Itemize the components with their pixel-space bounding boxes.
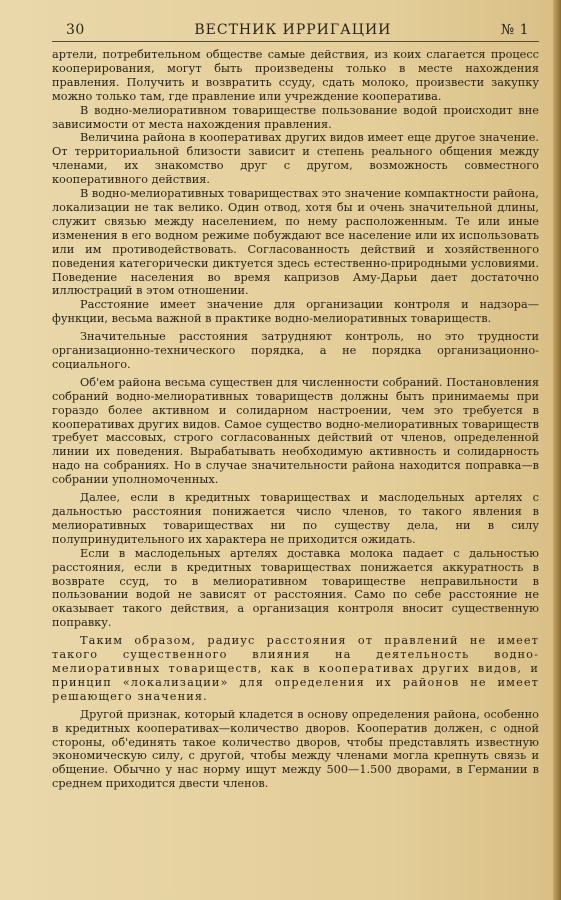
paragraph: Далее, если в кредитных товариществах и маслодельных артелях с дальностью расстояния понижается число членов, то такого явления в мелиоративных товариществах ни по существу дела, ни в силу полупринудительного их характера не приходится ожидать. [52,491,539,546]
paragraph: Величина района в кооперативах других видов имеет еще другое значение. От территориальной близости зависит и степень реального общения между членами, их знакомство друг с другом, возможность совместного кооперативного действия. [52,131,539,187]
paragraph: Расстояние имеет значение для организации контроля и надзора—функции, весьма важной в практике водно-мелиоративных товариществ. [52,298,539,326]
paragraph: артели, потребительном обществе самые действия, из коих слагается процесс кооперирования, могут быть произведены только в месте нахождения правления. Получить и возвратить ссуду, сдать молоко, произвести закупку можно только там, где правление или учреждение кооператива. [52,48,539,103]
paragraph: В водно-мелиоративных товариществах это значение компактности района, локализации не так велико. Один отвод, хотя бы и очень значительной длины, служит связью между населением, по нему расположенным. Те или иные изменения в его водном режиме побуждают все население или их использовать или им противодействовать. Согласованность действий и хозяйственного поведения категорически диктуется здесь естественно-природными условиями. Поведение населения во время капризов Аму-Дарьи дает достаточно иллюстраций в этом отношении. [52,187,539,298]
paragraph: Если в маслодельных артелях доставка молока падает с дальностью расстояния, если в кредитных товариществах понижается аккуратность в возврате ссуд, то в мелиоративном товариществе неправильности в пользовании водой не зависят от расстояния. Само по себе расстояние не оказывает такого действия, а организация контроля вносит существенную поправку. [52,546,539,630]
body-text [52,48,539,791]
page-edge-shadow [553,0,561,900]
paragraph: Другой признак, который кладется в основу определения района, особенно в кредитных кооперативах—количество дворов. Кооператив должен, с одной стороны, об'единять такое количество дворов, чтобы представлять известную экономическую силу, с другой, чтобы между членами могла крепнуть связь и общение. Обычно у нас норму ищут между 500—1.500 дворами, в Германии в среднем приходится двести членов. [52,707,539,791]
paragraph: Об'ем района весьма существен для численности собраний. Постановления собраний водно-мелиоративных товариществ должны быть принимаемы при гораздо более активном и солидарном настроении, чем это требуется в кооперативах других видов. Самое существо водно-мелиоративных товариществ требует массовых, строго согласованных действий от членов, определенной линии их поведения. Вырабатывать необходимую активность и солидарность надо на собраниях. Но в случае значительности района находится поправка—в собрании уполномоченных. [52,375,539,487]
paragraph-emphasized: Таким образом, радиус расстояния от правлений не имеет такого существенного влияния на деятельность водно-мелиоративных товариществ, как в кооперативах других видов, и принцип «локализации» для определения их районов не имеет решающего значения. [52,634,539,703]
paragraph: В водно-мелиоративном товариществе пользование водой происходит вне зависимости от места нахождения правления. [52,103,539,131]
running-header [52,22,539,42]
page-number: 30 [66,22,85,38]
issue-number: № 1 [500,22,529,38]
paragraph: Значительные расстояния затрудняют контроль, но это трудности организационно-технического порядка, а не порядка организационно-социального. [52,330,539,371]
journal-title: ВЕСТНИК ИРРИГАЦИИ [194,22,392,38]
